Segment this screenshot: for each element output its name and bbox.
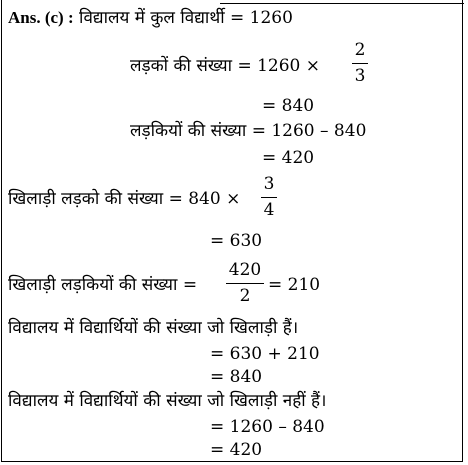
fraction-two-thirds bbox=[352, 40, 368, 86]
player-boys-text: खिलाड़ी लड़को की संख्या = 840 × bbox=[8, 189, 241, 209]
players-statement-text: विद्यालय में विद्यार्थियों की संख्या जो खिलाड़ी हैं। bbox=[8, 318, 299, 338]
non-players-result-text: = 420 bbox=[210, 440, 263, 460]
fraction-denominator: 3 bbox=[354, 66, 366, 86]
boys-result-text: = 840 bbox=[262, 96, 315, 116]
players-result-text: = 840 bbox=[210, 367, 263, 387]
non-players-statement-text: विद्यालय में विद्यार्थियों की संख्या जो खिलाड़ी नहीं हैं। bbox=[8, 391, 327, 411]
fraction-numerator: 3 bbox=[263, 174, 275, 194]
girls-count-line bbox=[130, 121, 366, 141]
fraction-bar bbox=[261, 197, 277, 198]
players-sum-text: = 630 + 210 bbox=[210, 344, 320, 364]
player-girls-line bbox=[8, 275, 197, 295]
boys-count-line bbox=[130, 56, 320, 76]
fraction-denominator: 4 bbox=[263, 200, 275, 220]
girls-result-line bbox=[262, 148, 314, 168]
fraction-numerator: 2 bbox=[354, 40, 366, 60]
non-players-result-line bbox=[210, 440, 262, 460]
top-border-strip bbox=[220, 0, 464, 4]
fraction-bar bbox=[352, 63, 368, 64]
players-result-line bbox=[210, 367, 262, 387]
answer-label: Ans. (c) : bbox=[8, 8, 74, 27]
player-girls-result bbox=[268, 275, 320, 295]
players-sum-line bbox=[210, 344, 320, 364]
fraction-420-over-2 bbox=[226, 260, 264, 306]
total-students-text: विद्यालय में कुल विद्यार्थी = 1260 bbox=[79, 8, 293, 28]
non-players-diff-line bbox=[210, 417, 325, 437]
boys-count-text: लड़कों की संख्या = 1260 × bbox=[130, 56, 321, 76]
fraction-numerator: 420 bbox=[228, 260, 262, 280]
player-boys-result-text: = 630 bbox=[210, 231, 263, 251]
player-boys-result-line bbox=[210, 231, 262, 251]
fraction-denominator: 2 bbox=[239, 286, 251, 306]
answer-heading bbox=[8, 8, 293, 28]
fraction-three-quarters bbox=[261, 174, 277, 220]
non-players-statement-line bbox=[8, 391, 327, 411]
non-players-diff-text: = 1260 – 840 bbox=[210, 417, 325, 437]
boys-result-line bbox=[262, 96, 314, 116]
player-boys-line bbox=[8, 189, 240, 209]
fraction-bar bbox=[226, 283, 264, 284]
girls-result-text: = 420 bbox=[262, 148, 315, 168]
players-statement-line bbox=[8, 318, 298, 338]
player-girls-text: खिलाड़ी लड़कियों की संख्या = bbox=[8, 275, 198, 295]
girls-count-text: लड़कियों की संख्या = 1260 – 840 bbox=[130, 121, 367, 141]
player-girls-result-text: = 210 bbox=[268, 275, 321, 295]
